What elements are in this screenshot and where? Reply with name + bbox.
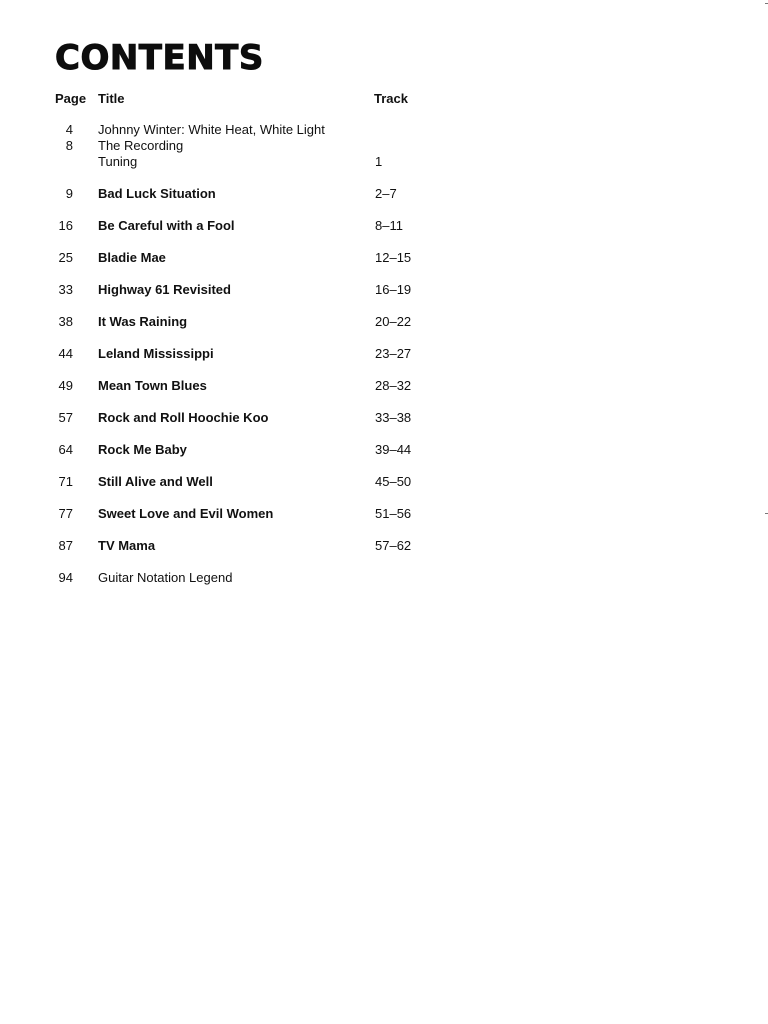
entry-page-number: 64 — [58, 442, 73, 457]
entry-page-number: 57 — [58, 410, 73, 425]
contents-entry — [0, 538, 768, 554]
entry-page-number: 8 — [65, 138, 73, 153]
column-header-title: Title — [98, 91, 125, 106]
entry-track: 33–38 — [375, 410, 412, 425]
contents-entry — [0, 282, 768, 298]
entry-page-number: 87 — [58, 538, 73, 553]
column-header-page: Page — [55, 91, 87, 106]
entry-track: 23–27 — [375, 346, 412, 361]
entry-track: 28–32 — [375, 378, 412, 393]
contents-entry — [0, 250, 768, 266]
entry-title: Highway 61 Revisited — [98, 282, 231, 297]
entry-title: Still Alive and Well — [98, 474, 213, 489]
entry-title: TV Mama — [98, 538, 156, 553]
entry-track: 39–44 — [375, 442, 412, 457]
contents-entry — [0, 186, 768, 202]
entry-title: The Recording — [98, 138, 184, 153]
entry-page-number: 4 — [65, 122, 73, 137]
entry-title: Sweet Love and Evil Women — [98, 506, 274, 521]
entry-page-number: 33 — [58, 282, 73, 297]
column-header-track: Track — [374, 91, 408, 106]
entry-track: 45–50 — [375, 474, 412, 489]
page-title: CONTENTS — [55, 38, 264, 78]
entry-track: 51–56 — [375, 506, 412, 521]
entry-page-number: 77 — [58, 506, 73, 521]
entry-title: Bad Luck Situation — [98, 186, 216, 201]
contents-entry — [0, 138, 768, 154]
contents-entry — [0, 346, 768, 362]
entry-page-number: 9 — [65, 186, 73, 201]
entry-title: Mean Town Blues — [98, 378, 207, 393]
entry-title: Guitar Notation Legend — [98, 570, 233, 585]
entry-page-number: 94 — [58, 570, 73, 585]
entry-track: 57–62 — [375, 538, 412, 553]
entry-title: Rock and Roll Hoochie Koo — [98, 410, 269, 425]
entry-title: Johnny Winter: White Heat, White Light — [98, 122, 325, 137]
contents-entry — [0, 218, 768, 234]
contents-entry — [0, 314, 768, 330]
entry-track: 16–19 — [375, 282, 412, 297]
entry-track: 12–15 — [375, 250, 412, 265]
entry-page-number: 71 — [58, 474, 73, 489]
entry-page-number: 49 — [58, 378, 73, 393]
contents-entry — [0, 378, 768, 394]
entry-track: 20–22 — [375, 314, 412, 329]
contents-entry — [0, 474, 768, 490]
entry-page-number: 16 — [58, 218, 73, 233]
entry-title: It Was Raining — [98, 314, 188, 329]
contents-entry — [0, 442, 768, 458]
entry-title: Leland Mississippi — [98, 346, 214, 361]
entry-title: Rock Me Baby — [98, 442, 187, 457]
entry-page-number: 38 — [58, 314, 73, 329]
entry-track: 2–7 — [375, 186, 397, 201]
contents-entry — [0, 122, 768, 138]
entry-track: 1 — [375, 154, 383, 169]
entry-page-number: 25 — [58, 250, 73, 265]
entry-title: Be Careful with a Fool — [98, 218, 235, 233]
contents-entry — [0, 506, 768, 522]
entry-title: Tuning — [98, 154, 138, 169]
contents-entry — [0, 570, 768, 586]
entry-page-number: 44 — [58, 346, 73, 361]
contents-entry — [0, 154, 768, 170]
contents-entry — [0, 410, 768, 426]
entry-track: 8–11 — [375, 218, 403, 233]
entry-title: Bladie Mae — [98, 250, 166, 265]
